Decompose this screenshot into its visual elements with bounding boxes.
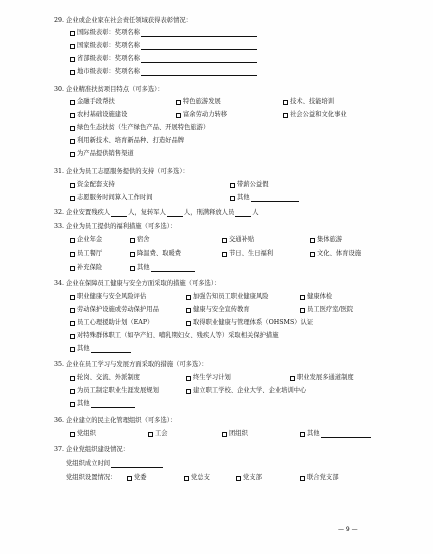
checkbox[interactable] [70,113,75,118]
checkbox[interactable] [70,100,75,105]
checkbox[interactable] [70,44,75,49]
checkbox[interactable] [148,432,153,437]
q35-option[interactable]: 轮岗、交流、外派制度 [70,374,140,382]
q30-option[interactable]: 富余劳动力转移 [176,111,227,119]
q37-setup-label: 党组织设置情况： [66,474,117,481]
checkbox[interactable] [70,347,75,352]
checkbox[interactable] [70,252,75,257]
checkbox[interactable] [310,238,315,243]
q34-option[interactable]: 健康体检 [300,293,332,301]
q34-option[interactable]: 员工心理援助计划（EAP） [70,319,153,327]
q30-option[interactable]: 为产品提供销售渠道 [70,150,134,158]
checkbox[interactable] [222,252,227,257]
checkbox[interactable] [70,126,75,131]
page-number: — 9 — [338,526,358,533]
q34-option[interactable]: 员工医疗室/医院 [300,306,353,314]
q34-title: 34. 企业在保障员工健康与安全方面采取的措施（可多选）： [54,280,221,287]
q37-established: 党组织成立时间 [66,460,164,468]
q30-option[interactable]: 特色旅游发展 [176,98,221,106]
answer-line[interactable] [91,346,131,353]
checkbox[interactable] [186,295,191,300]
checkbox[interactable] [70,31,75,36]
checkbox[interactable] [186,308,191,313]
q31-title: 31. 企业为员工志愿服务提供的支持（可多选）： [54,168,189,175]
checkbox[interactable] [130,238,135,243]
checkbox[interactable] [300,308,305,313]
checkbox[interactable] [70,238,75,243]
checkbox[interactable] [186,321,191,326]
checkbox[interactable] [70,321,75,326]
q33-option[interactable]: 补充保险 [70,264,102,272]
q37-option[interactable]: 党总支 [184,474,210,482]
checkbox[interactable] [70,295,75,300]
q34-option[interactable]: 取得职业健康与管理体系（OHSMS）认证 [186,319,313,327]
q30-title: 30. 企业精准扶贫项目特点（可多选）： [54,86,164,93]
checkbox[interactable] [70,334,75,339]
answer-line[interactable] [151,265,195,272]
checkbox[interactable] [176,113,181,118]
q36-option-other[interactable]: 其他 [300,430,372,438]
q33-option[interactable]: 宿舍 [130,236,150,244]
q35-option[interactable]: 为员工制定职业生涯发展规划 [70,387,159,395]
checkbox[interactable] [186,389,191,394]
q37-option[interactable]: 党支部 [236,474,262,482]
checkbox[interactable] [127,476,132,481]
checkbox[interactable] [70,266,75,271]
q30-option[interactable]: 技术、技能培训 [283,98,334,106]
checkbox[interactable] [300,476,305,481]
q29-option-national[interactable]: 国家级表彰：奖项名称 [70,42,258,50]
checkbox[interactable] [130,252,135,257]
q33-option[interactable]: 文化、体育设施 [310,250,361,258]
checkbox[interactable] [70,196,75,201]
q34-option[interactable]: 劳动保护设施或劳动保护用品 [70,306,159,314]
answer-line[interactable] [141,56,257,63]
checkbox[interactable] [130,266,135,271]
checkbox[interactable] [290,376,295,381]
checkbox[interactable] [310,252,315,257]
q36-title: 36. 企业建立的民主化管理组织（可多选）： [54,417,177,424]
checkbox[interactable] [176,100,181,105]
q29-option-provincial[interactable]: 省部级表彰：奖项名称 [70,55,258,63]
checkbox[interactable] [222,238,227,243]
answer-line[interactable] [141,30,257,37]
q30-option[interactable]: 利用新技术、培育新品种、打造好品牌 [70,137,184,145]
q35-title: 35. 企业在员工学习与发展方面采取的措施（可多选）： [54,361,208,368]
q31-option-other[interactable]: 其他 [230,194,300,202]
q30-option[interactable]: 金融手段帮扶 [70,98,115,106]
q34-option[interactable]: 加强告知员工职业健康风险 [186,293,269,301]
checkbox[interactable] [70,183,75,188]
q35-option[interactable]: 职业发展多通道制度 [290,374,354,382]
checkbox[interactable] [222,432,227,437]
q29-title: 29. 企业或企业家在社会责任领域获得表彰情况： [54,17,192,24]
q32-statement: 32. 企业安置残疾人 人，复转军人 人，刑满释放人员 人 [54,209,259,216]
checkbox[interactable] [70,432,75,437]
q30-option[interactable]: 绿色生态扶贫（生产绿色产品、开展特色旅游） [70,124,209,132]
checkbox[interactable] [300,295,305,300]
checkbox[interactable] [70,70,75,75]
q34-option[interactable]: 健康与安全宣传教育 [186,306,250,314]
answer-line[interactable] [141,43,257,50]
q37-title: 37. 企业党组织建设情况： [54,446,129,453]
checkbox[interactable] [283,100,288,105]
checkbox[interactable] [300,432,305,437]
q34-option[interactable]: 对特殊群体职工（如孕产妇、哺乳期妇女、残疾人等）采取相关保护措施 [70,332,279,340]
checkbox[interactable] [70,139,75,144]
q31-option[interactable]: 资金配套支持 [70,181,115,189]
q33-option[interactable]: 节日、生日福利 [222,250,273,258]
q37-option[interactable]: 党委 [127,474,147,482]
q33-option[interactable]: 企业年金 [70,236,102,244]
answer-line[interactable] [91,401,135,408]
checkbox[interactable] [230,183,235,188]
q33-option[interactable]: 集体旅游 [310,236,342,244]
q30-option[interactable]: 农村基础设施建设 [70,111,127,119]
q35-option[interactable]: 终生学习计划 [186,374,231,382]
checkbox[interactable] [70,376,75,381]
q31-option[interactable]: 志愿服务时间算入工作时间 [70,194,153,202]
q29-option-municipal[interactable]: 地市级表彰：奖项名称 [70,68,258,76]
answer-line[interactable] [251,195,299,202]
disabled-count-field[interactable] [111,210,127,217]
q35-option[interactable]: 建立职工学校、企业大学、企业培训中心 [186,387,306,395]
q34-option-other[interactable]: 其他 [70,345,132,353]
answer-line[interactable] [141,69,257,76]
q37-option[interactable]: 联合党支部 [300,474,338,482]
veteran-count-field[interactable] [167,210,183,217]
q30-option[interactable]: 社会公益和文化事业 [283,111,347,119]
q33-option[interactable]: 交通补贴 [222,236,254,244]
checkbox[interactable] [70,389,75,394]
q35-option-other[interactable]: 其他 [70,400,136,408]
q36-option[interactable]: 党组织 [70,430,96,438]
released-count-field[interactable] [235,210,251,217]
checkbox[interactable] [70,308,75,313]
checkbox[interactable] [283,113,288,118]
checkbox[interactable] [186,376,191,381]
checkbox[interactable] [230,196,235,201]
checkbox[interactable] [236,476,241,481]
established-date-field[interactable] [111,461,163,468]
q33-option[interactable]: 员工餐厅 [70,250,102,258]
q33-title: 33. 企业为员工提供的福利措施（可多选）： [54,223,177,230]
answer-line[interactable] [321,431,371,438]
q33-option-other[interactable]: 其他 [130,264,196,272]
q29-option-international[interactable]: 国际级表彰：奖项名称 [70,29,258,37]
q36-option[interactable]: 工会 [148,430,168,438]
checkbox[interactable] [184,476,189,481]
q33-option[interactable]: 降温费、取暖费 [130,250,181,258]
checkbox[interactable] [70,57,75,62]
q34-option[interactable]: 职业健康与安全风险评估 [70,293,146,301]
q36-option[interactable]: 团组织 [222,430,248,438]
checkbox[interactable] [70,402,75,407]
q31-option[interactable]: 带薪公益假 [230,181,268,189]
checkbox[interactable] [70,152,75,157]
